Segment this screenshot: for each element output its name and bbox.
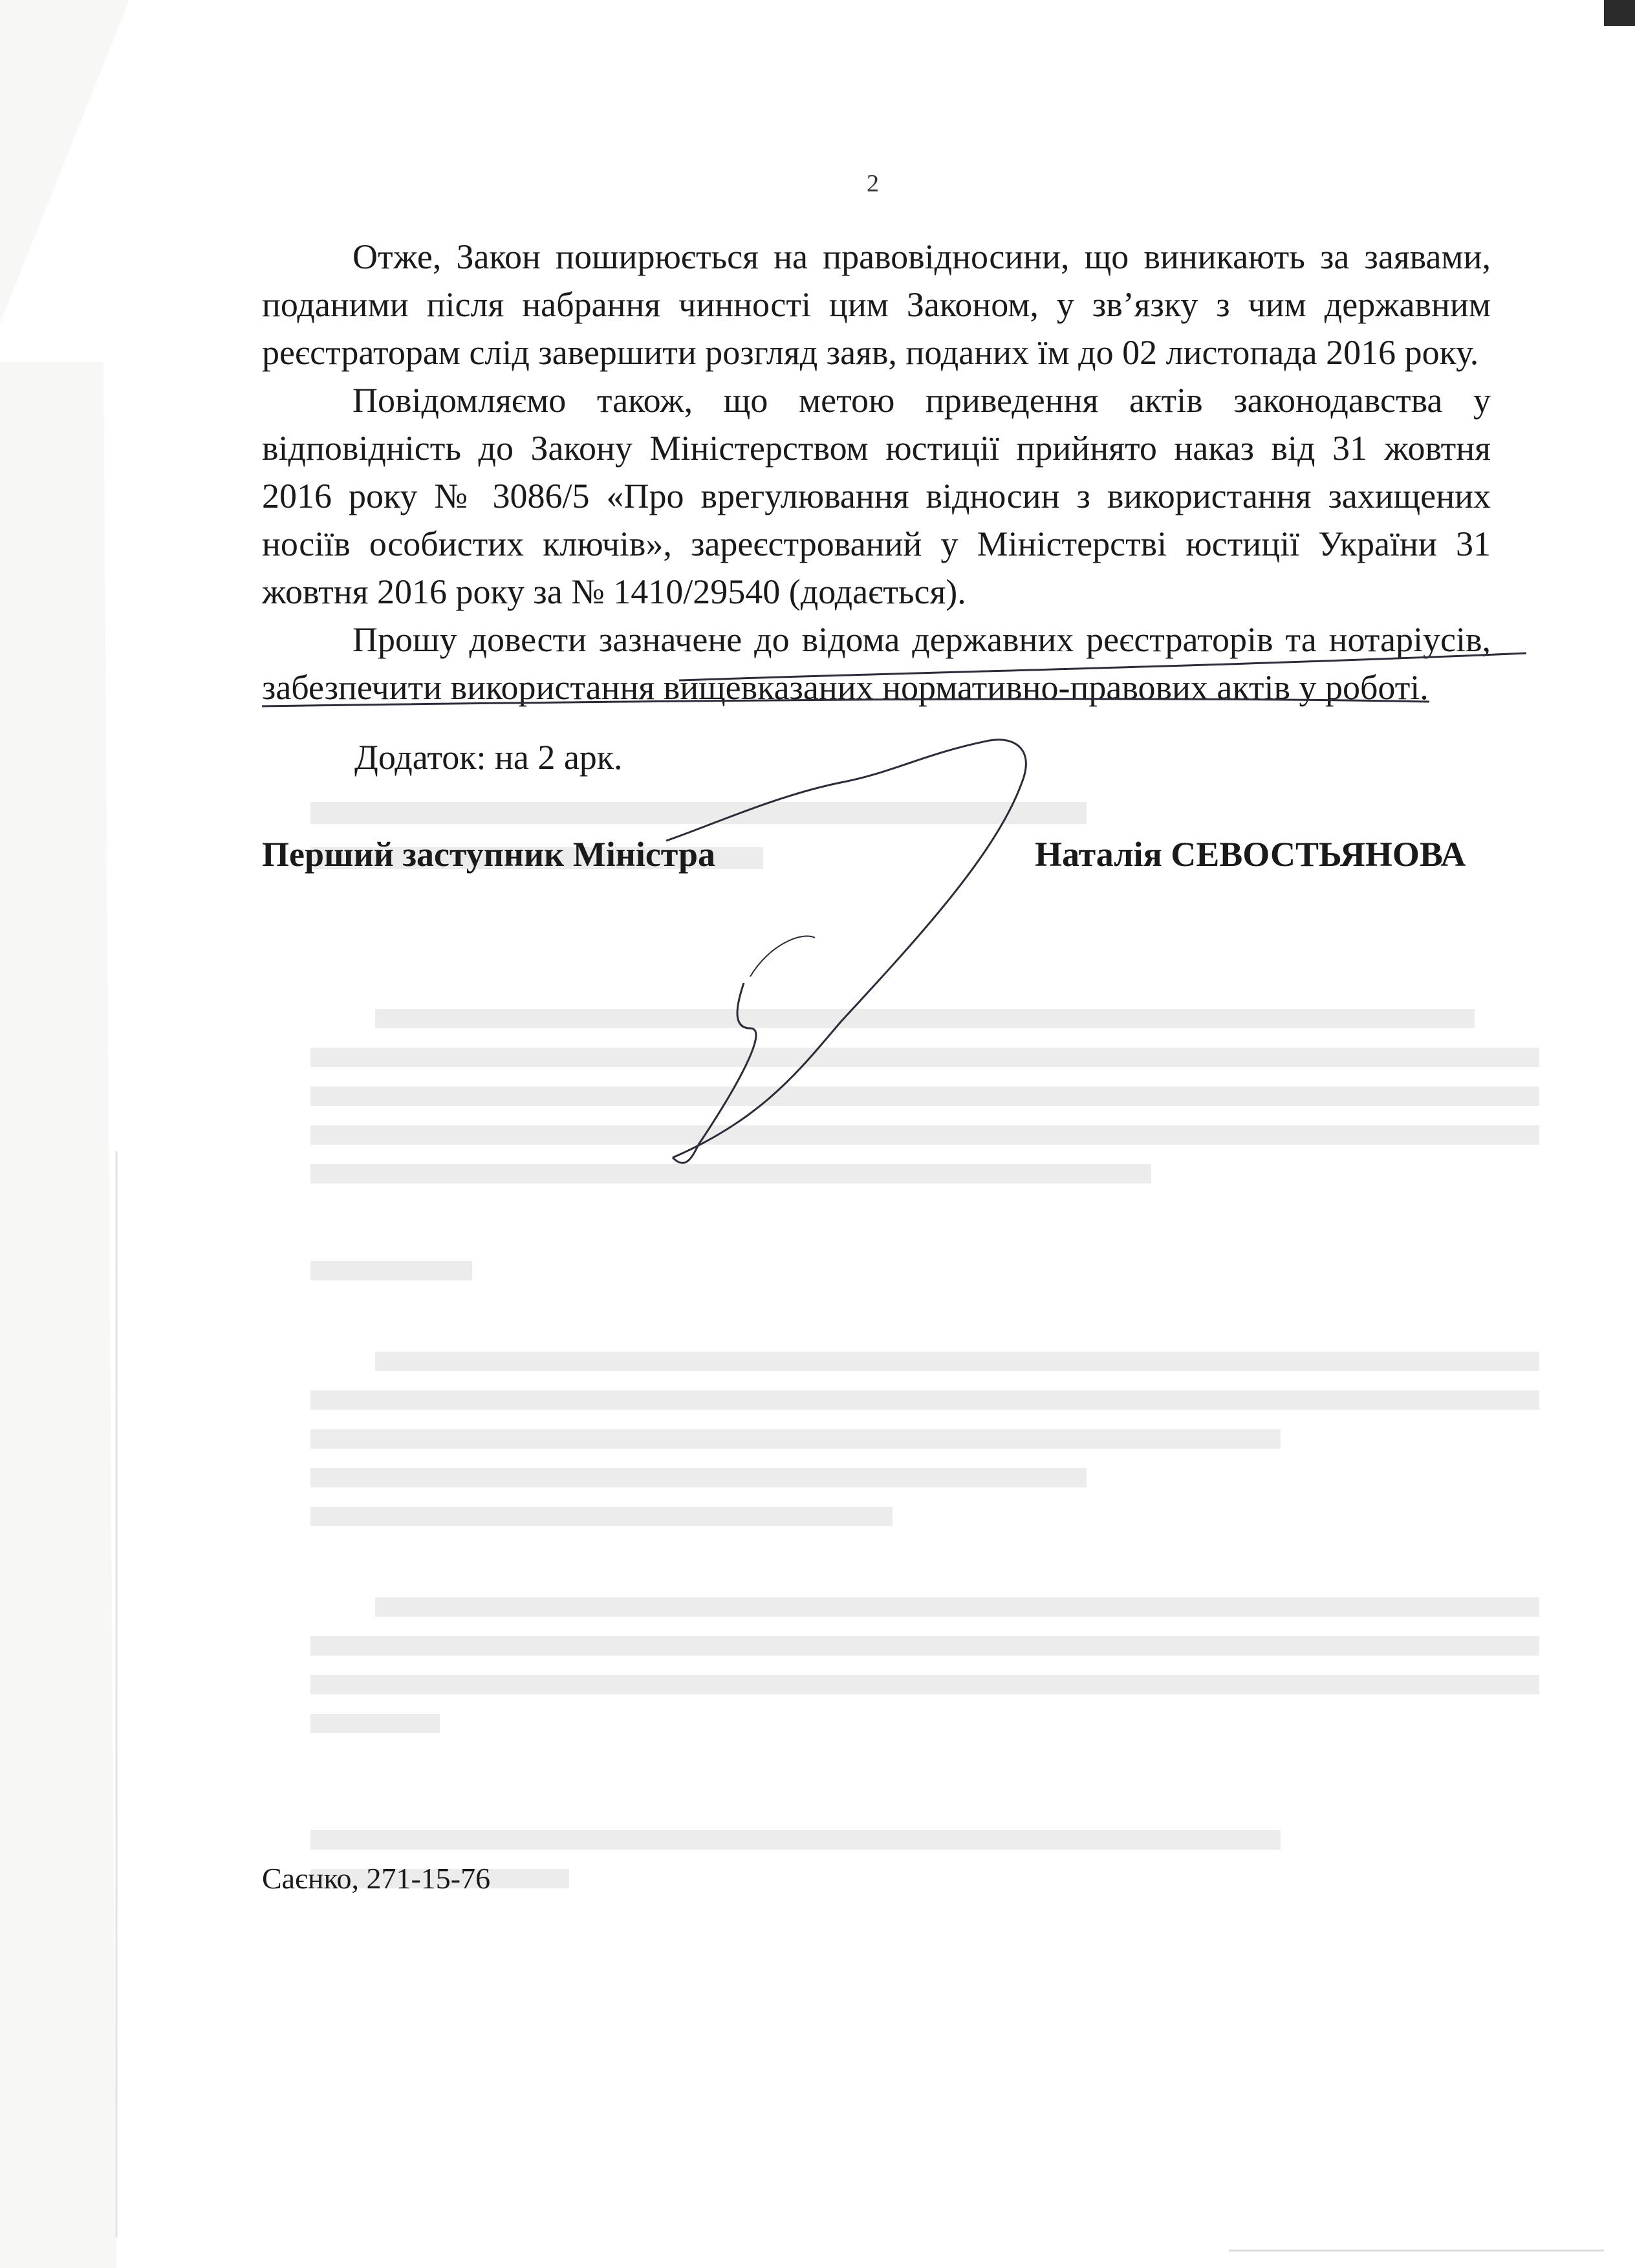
paragraph-request: Прошу довести зазначене до відома державних реєстраторів та нотаріусів, забезпечити використання вищевказаних нормативно-правових актів у роботі.: [262, 620, 1491, 707]
page-number: 2: [867, 170, 879, 197]
appendix-note: Додаток: на 2 арк.: [354, 738, 623, 777]
paragraph-order-info: Повідомляємо також, що метою приведення актів законодавства у відповідність до Закону Міністерством юстиції прийнято наказ від 31 жовтня 2016 року № 3086/5 «Про врегулювання відносин з використання захищених носіїв особистих ключів», зареєстрований у Міністерстві юстиції України 31 жовтня 2016 року за № 1410/29540 (додається).: [262, 381, 1491, 611]
executor-contact: Саєнко, 271-15-76: [262, 1862, 491, 1895]
paragraph-law-scope: Отже, Закон поширюється на правовідносини, що виникають за заявами, поданими після набрання чинності цим Законом, у зв’язку з чим державним реєстраторам слід завершити розгляд заяв, поданих їм до 02 листопада 2016 року.: [262, 237, 1491, 372]
pen-underline: [0, 0, 1635, 776]
handwritten-signature: [647, 724, 1099, 1177]
signer-title: Перший заступник Міністра: [262, 835, 716, 874]
signer-name: Наталія СЕВОСТЬЯНОВА: [1035, 835, 1466, 874]
